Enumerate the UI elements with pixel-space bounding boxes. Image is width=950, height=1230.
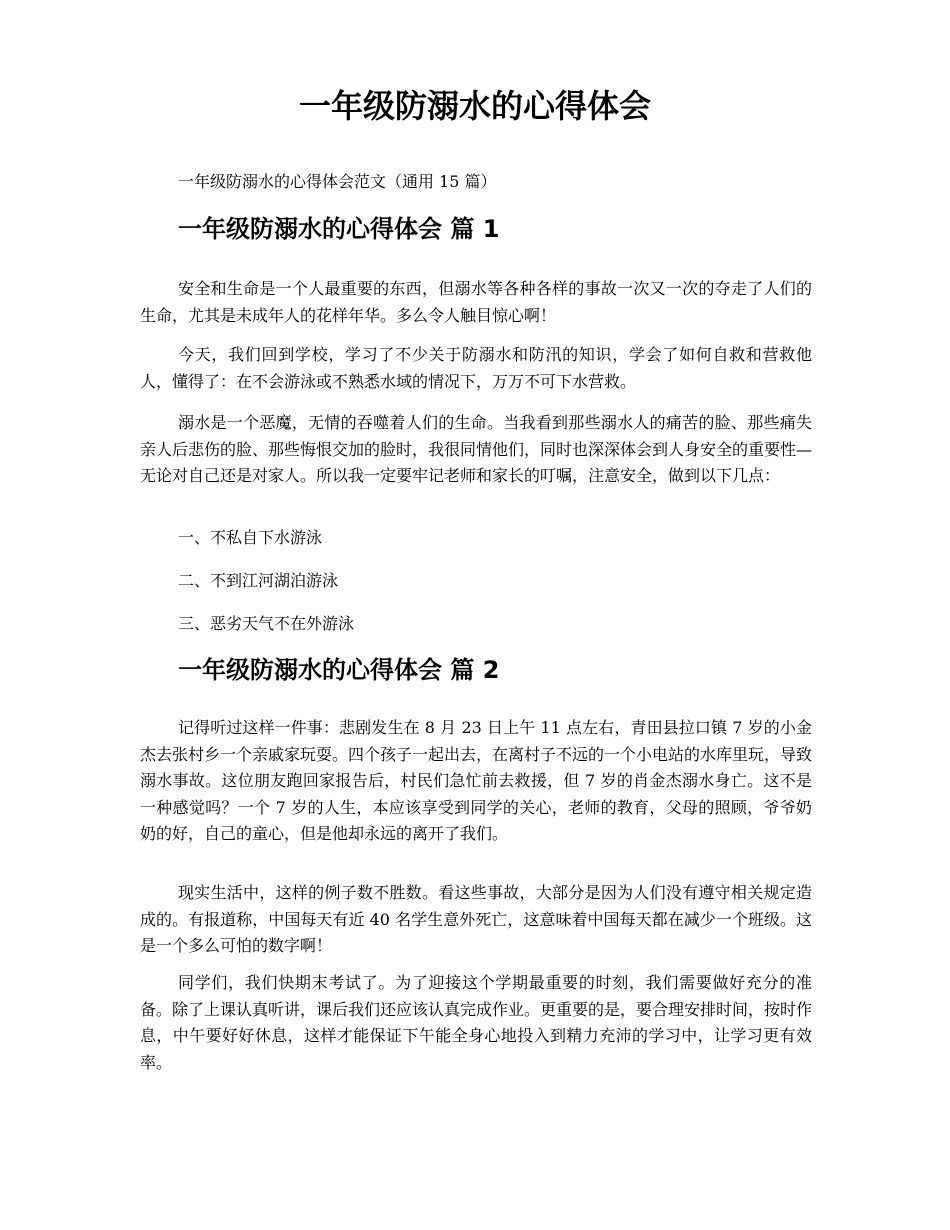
paragraph: 安全和生命是一个人最重要的东西，但溺水等各种各样的事故一次又一次的夺走了人们的生命，尤其是未成年人的花样年华。多么令人触目惊心啊！ [140,279,812,325]
document-subtitle: 一年级防溺水的心得体会范文（通用 15 篇） [178,172,497,191]
paragraph: 现实生活中，这样的例子数不胜数。看这些事故，大部分是因为人们没有遵守相关规定造成的。有报道称，中国每天有近 40 名学生意外死亡，这意味着中国每天都在减少一个班级。这是一个多么可怕的数字啊！ [140,883,812,955]
section-heading-2: 一年级防溺水的心得体会 篇 2 [178,656,500,684]
list-item: 一、不私自下水游泳 [178,528,323,547]
list-item: 三、恶劣天气不在外游泳 [178,614,355,633]
paragraph: 同学们，我们快期末考试了。为了迎接这个学期最重要的时刻，我们需要做好充分的准备。除了上课认真听讲，课后我们还应该认真完成作业。更重要的是，要合理安排时间，按时作息，中午要好好休息，这样才能保证下午能全身心地投入到精力充沛的学习中，让学习更有效率。 [140,973,813,1072]
paragraph: 溺水是一个恶魔，无情的吞噬着人们的生命。当我看到那些溺水人的痛苦的脸、那些痛失亲人后悲伤的脸、那些悔恨交加的脸时，我很同情他们，同时也深深体会到人身安全的重要性—无论对自己还是对家人。所以我一定要牢记老师和家长的叮嘱，注意安全，做到以下几点： [140,413,813,485]
document-title: 一年级防溺水的心得体会 [298,87,651,125]
paragraph: 记得听过这样一件事：悲剧发生在 8 月 23 日上午 11 点左右，青田县拉口镇 7 岁的小金杰去张村乡一个亲戚家玩耍。四个孩子一起出去，在离村子不远的一个小电站的水库里玩，导致溺水事故。这位朋友跑回家报告后，村民们急忙前去救援，但 7 岁的肖金杰溺水身亡。这不是一种感觉吗？一个 7 岁的人生，本应该享受到同学的关心，老师的教育，父母的照顾，爷爷奶奶的好，自己的童心，但是他却永远的离开了我们。 [140,718,813,843]
section-heading-1: 一年级防溺水的心得体会 篇 1 [178,215,500,243]
paragraph: 今天，我们回到学校，学习了不少关于防溺水和防汛的知识，学会了如何自救和营救他人，懂得了：在不会游泳或不熟悉水域的情况下，万万不可下水营救。 [140,345,812,391]
list-item: 二、不到江河湖泊游泳 [178,571,339,590]
